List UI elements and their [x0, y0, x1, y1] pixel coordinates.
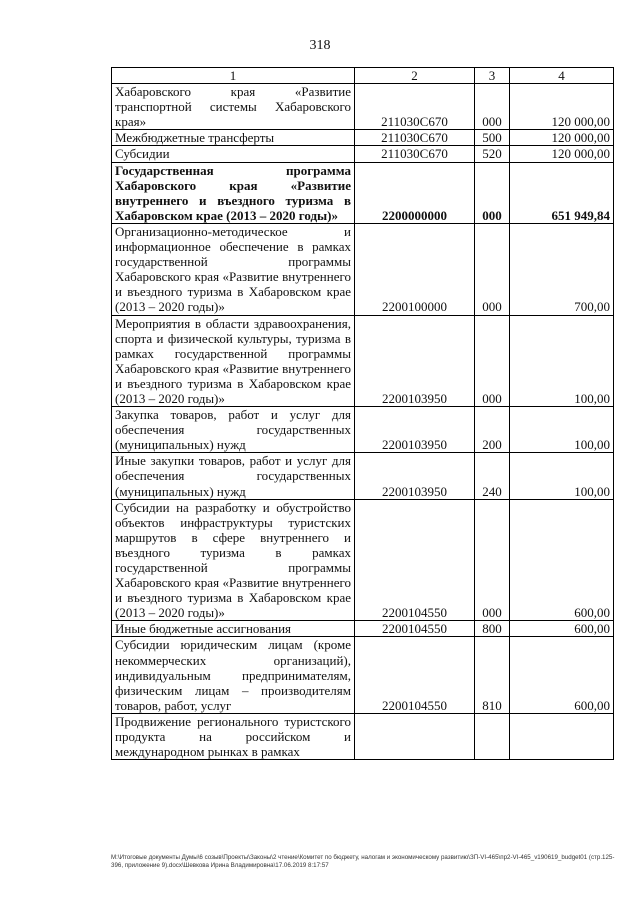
row-kind-cell: 000: [475, 223, 510, 315]
row-amount-cell: 120 000,00: [510, 130, 614, 146]
table-row: [112, 162, 614, 223]
row-name-cell: Мероприятия в области здравоохранения, спорта и физической культуры, туризма в рамках государственной программы Хабаровского края «Развитие внутреннего и въездного туризма в Хабаровском крае (2013 – 2020 годы)»: [112, 315, 355, 407]
row-kind-cell: 000: [475, 499, 510, 621]
row-amount-cell: 651 949,84: [510, 162, 614, 223]
row-kind-cell: 000: [475, 162, 510, 223]
table-row: [112, 499, 614, 621]
row-code-cell: 2200100000: [355, 223, 475, 315]
row-name-cell: Субсидии на разработку и обустройство объектов инфраструктуры туристских маршрутов в сфере внутреннего и въездного туризма в рамках государственной программы Хабаровского края «Развитие внутреннего и въездного туризма в Хабаровском крае (2013 – 2020 годы)»: [112, 499, 355, 621]
table-header-row: [112, 68, 614, 84]
row-name-cell: Организационно-методическое и информационное обеспечение в рамках государственной программы Хабаровского края «Развитие внутреннего и въездного туризма в Хабаровском крае (2013 – 2020 годы)»: [112, 223, 355, 315]
row-kind-cell: 000: [475, 84, 510, 130]
table-row: [112, 453, 614, 499]
table-row: [112, 713, 614, 759]
row-amount-cell: 100,00: [510, 407, 614, 453]
row-amount-cell: 600,00: [510, 499, 614, 621]
row-code-cell: 2200104550: [355, 637, 475, 713]
row-kind-cell: [475, 713, 510, 759]
row-amount-cell: 600,00: [510, 621, 614, 637]
row-name-cell: Субсидии юридическим лицам (кроме некоммерческих организаций), индивидуальным предпринимателям, физическим лицам – производителям товаров, работ, услуг: [112, 637, 355, 713]
row-name-cell: Иные бюджетные ассигнования: [112, 621, 355, 637]
column-header-name: 1: [112, 68, 355, 84]
row-name-cell: Продвижение регионального туристского продукта на российском и международном рынках в рамках: [112, 713, 355, 759]
row-code-cell: 211030С670: [355, 84, 475, 130]
row-amount-cell: 700,00: [510, 223, 614, 315]
row-code-cell: 211030С670: [355, 130, 475, 146]
column-header-kind: 3: [475, 68, 510, 84]
budget-table: [111, 67, 614, 760]
row-amount-cell: 100,00: [510, 453, 614, 499]
column-header-amount: 4: [510, 68, 614, 84]
row-code-cell: [355, 713, 475, 759]
table-row: [112, 407, 614, 453]
row-amount-cell: 100,00: [510, 315, 614, 407]
row-kind-cell: 000: [475, 315, 510, 407]
row-kind-cell: 520: [475, 146, 510, 162]
row-name-cell: Субсидии: [112, 146, 355, 162]
row-name-cell: Государственная программа Хабаровского края «Развитие внутреннего и въездного туризма в Хабаровском крае (2013 – 2020 годы)»: [112, 162, 355, 223]
row-kind-cell: 200: [475, 407, 510, 453]
row-amount-cell: [510, 713, 614, 759]
row-name-cell: Иные закупки товаров, работ и услуг для обеспечения государственных (муниципальных) нужд: [112, 453, 355, 499]
row-kind-cell: 240: [475, 453, 510, 499]
table-row: [112, 146, 614, 162]
row-kind-cell: 800: [475, 621, 510, 637]
row-code-cell: 2200000000: [355, 162, 475, 223]
column-header-code: 2: [355, 68, 475, 84]
row-code-cell: 211030С670: [355, 146, 475, 162]
table-row: [112, 130, 614, 146]
row-amount-cell: 600,00: [510, 637, 614, 713]
page-number: 318: [309, 38, 331, 53]
row-amount-cell: 120 000,00: [510, 146, 614, 162]
table-row: [112, 621, 614, 637]
row-name-cell: Закупка товаров, работ и услуг для обеспечения государственных (муниципальных) нужд: [112, 407, 355, 453]
row-code-cell: 2200104550: [355, 621, 475, 637]
row-kind-cell: 500: [475, 130, 510, 146]
table-row: [112, 223, 614, 315]
document-path-footer: M:\Итоговые документы Думы\6 созыв\Проекты\Законы\2 чтение\Комитет по бюджету, налогам и экономическому развитию\ЗП-VI-465\пр2-VI-465_v190619_budget01 (стр.125-396, приложение 9).docx\Шевкова Ирина Владимировна\17.06.2019 8:17:57: [111, 854, 615, 869]
row-kind-cell: 810: [475, 637, 510, 713]
row-code-cell: 2200103950: [355, 315, 475, 407]
row-code-cell: 2200103950: [355, 453, 475, 499]
row-name-cell: Межбюджетные трансферты: [112, 130, 355, 146]
row-code-cell: 2200104550: [355, 499, 475, 621]
table-row: [112, 315, 614, 407]
row-name-cell: Хабаровского края «Развитие транспортной системы Хабаровского края»: [112, 84, 355, 130]
row-amount-cell: 120 000,00: [510, 84, 614, 130]
row-code-cell: 2200103950: [355, 407, 475, 453]
table-row: [112, 637, 614, 713]
table-row: [112, 84, 614, 130]
